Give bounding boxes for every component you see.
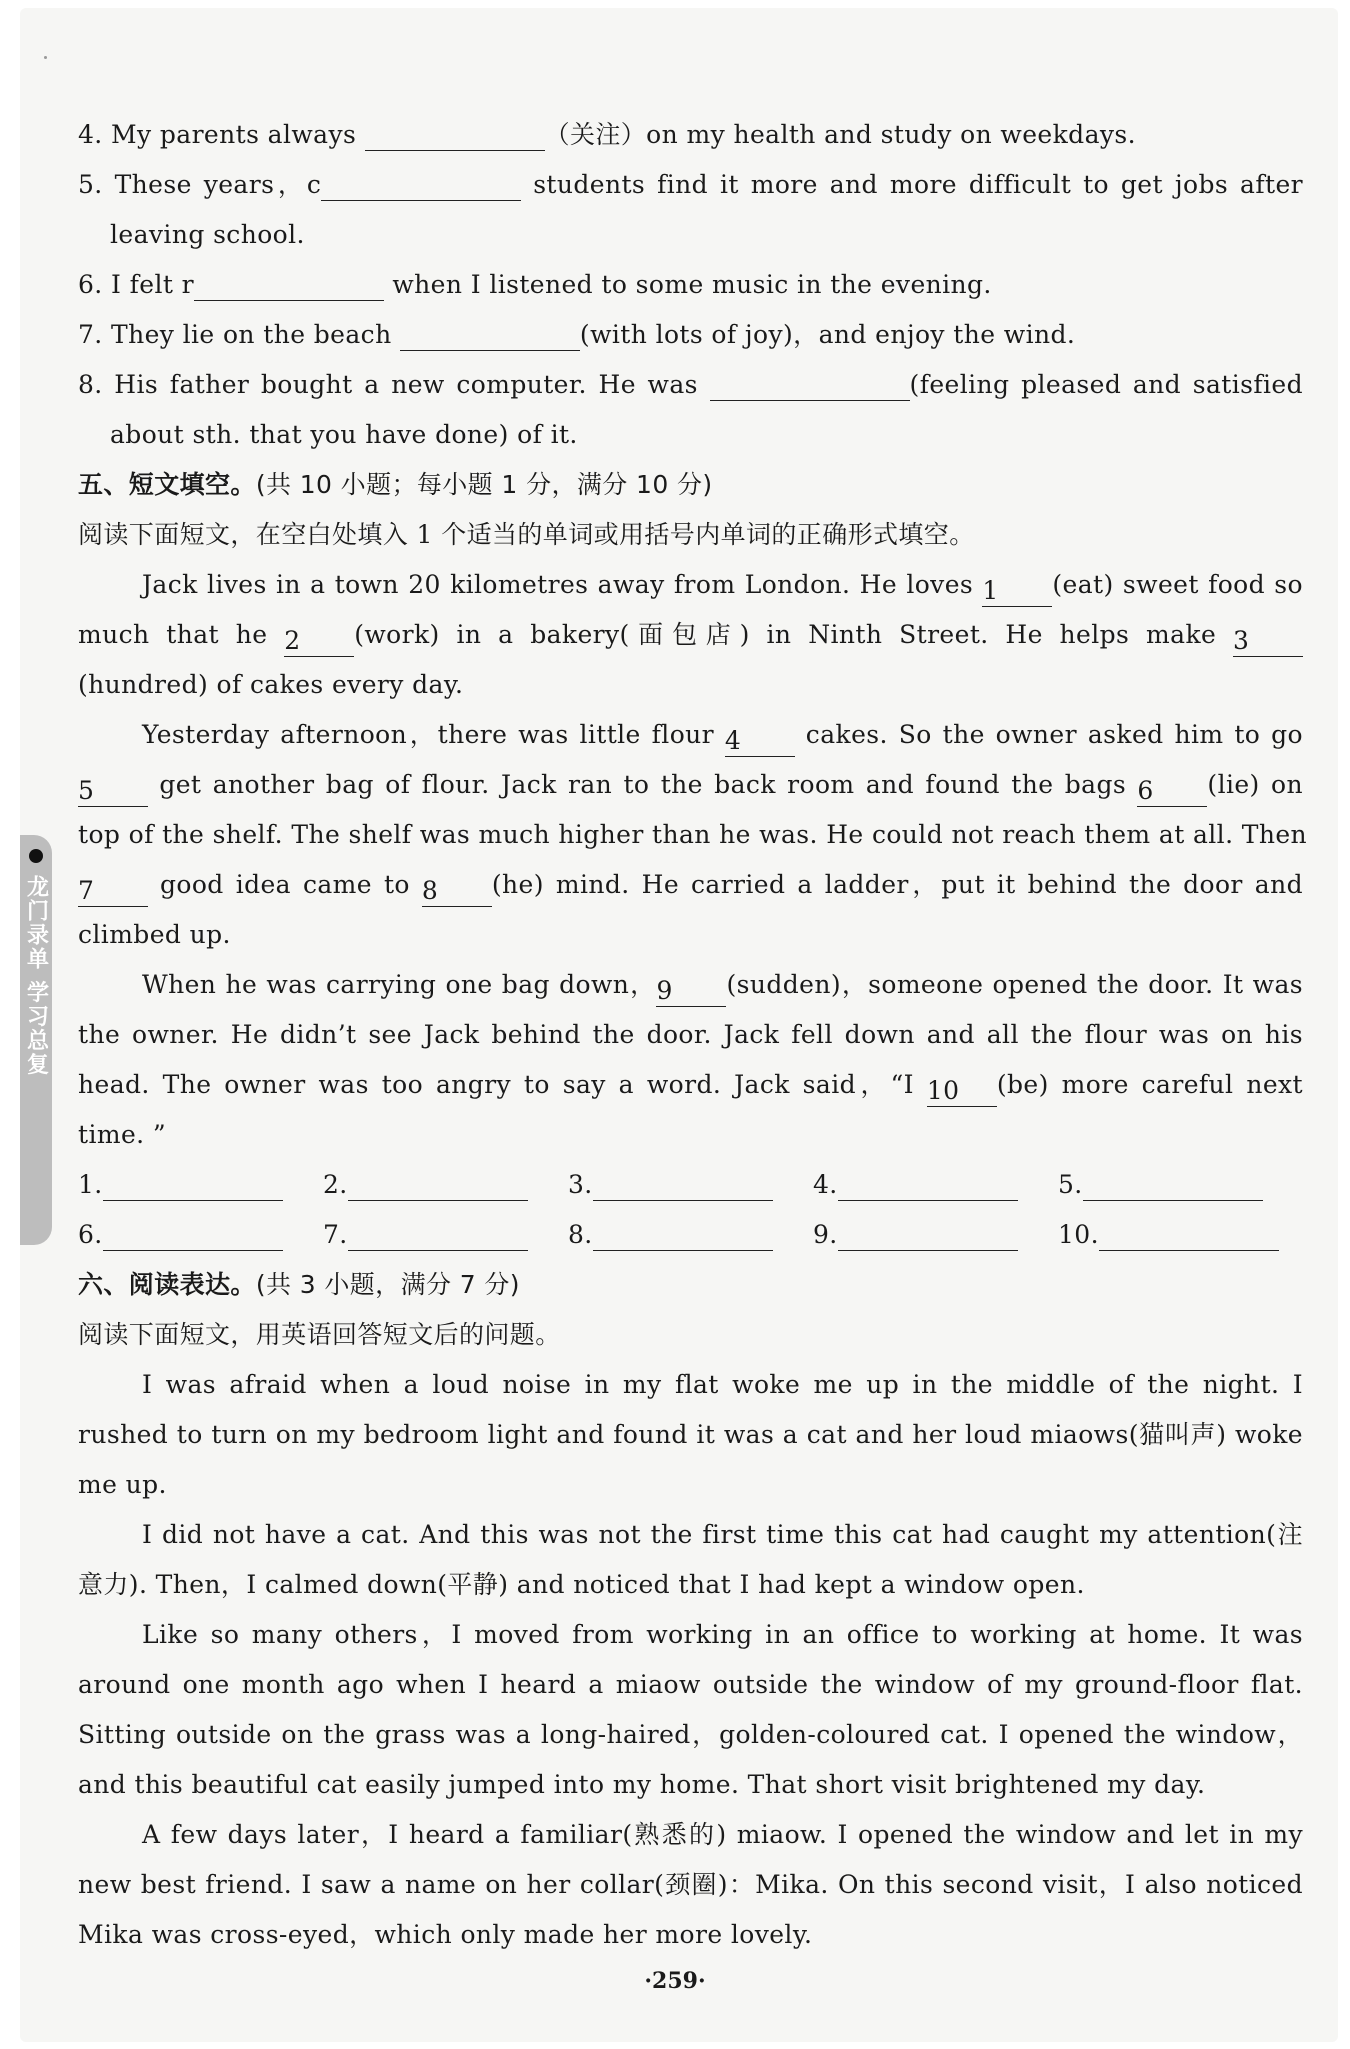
section-5-heading (78, 460, 1303, 510)
passage-text: (sudden)，someone opened the door. It was (726, 970, 1303, 999)
passage1-line-7 (78, 860, 1303, 910)
section-5-instruction: 阅读下面短文，在空白处填入 1 个适当的单词或用括号内单词的正确形式填空。 (78, 520, 975, 549)
passage1-line-12: time. ” (78, 1120, 167, 1149)
passage1-line-10: the owner. He didn’t see Jack behind the door. Jack fell down and all the flour was on his (78, 1020, 1303, 1049)
answer-line[interactable] (103, 1220, 283, 1251)
item-5-continuation: leaving school. (110, 220, 305, 249)
answer-cell (1058, 1210, 1303, 1260)
answer-cell (78, 1210, 323, 1260)
side-tab-text: 龙门录单 学习总复 (23, 875, 49, 1077)
item-8-text-start: 8. His father bought a new computer. He was (78, 370, 710, 399)
item-8-continuation: about sth. that you have done) of it. (110, 420, 578, 449)
passage-text: much that he (78, 620, 285, 649)
answer-label: 10. (1058, 1220, 1099, 1249)
answer-cell (323, 1160, 568, 1210)
answer-blank[interactable] (710, 370, 910, 401)
section-6-score: (共 3 小题，满分 7 分) (255, 1270, 520, 1299)
item-6 (78, 260, 1303, 310)
blank-9[interactable]: 9 (656, 976, 726, 1007)
answer-row-2 (78, 1210, 1303, 1260)
item-5 (78, 160, 1303, 210)
passage1-line-11 (78, 1060, 1303, 1110)
answer-cell (568, 1210, 813, 1260)
section-6-heading (78, 1260, 1303, 1310)
passage1-line-6: top of the shelf. The shelf was much higher than he was. He could not reach them at all. Then (78, 820, 1308, 849)
answer-blank[interactable] (365, 120, 545, 151)
answer-blank[interactable] (400, 320, 580, 351)
section-6-instruction: 阅读下面短文，用英语回答短文后的问题。 (78, 1320, 561, 1349)
section-5-score: (共 10 小题；每小题 1 分，满分 10 分) (255, 470, 713, 499)
passage-text: Yesterday afternoon，there was little flour (142, 720, 725, 749)
passage-text: head. The owner was too angry to say a word. Jack said，“I (78, 1070, 927, 1099)
item-7-text-start: 7. They lie on the beach (78, 320, 400, 349)
blank-4[interactable]: 4 (725, 726, 795, 757)
passage1-line-2 (78, 610, 1303, 660)
section-6-title: 六、阅读表达。 (78, 1270, 256, 1299)
blank-2[interactable]: 2 (284, 626, 354, 657)
passage-text: When he was carrying one bag down， (142, 970, 657, 999)
side-tab (20, 835, 52, 1245)
item-4 (78, 110, 1303, 160)
answer-row-1 (78, 1160, 1303, 1210)
page-number: ·259· (644, 1968, 706, 1994)
answer-label: 3. (568, 1170, 593, 1199)
blank-5[interactable]: 5 (78, 776, 148, 807)
item-8 (78, 360, 1303, 410)
answer-line[interactable] (1083, 1170, 1263, 1201)
passage-text: cakes. So the owner asked him to go (794, 720, 1304, 749)
answer-label: 4. (813, 1170, 838, 1199)
passage1-line-8: climbed up. (78, 920, 231, 949)
answer-label: 6. (78, 1220, 103, 1249)
answer-cell (78, 1160, 323, 1210)
section-5-title: 五、短文填空。 (78, 470, 256, 499)
answer-line[interactable] (1099, 1220, 1279, 1251)
answer-cell (1058, 1160, 1303, 1210)
answer-label: 5. (1058, 1170, 1083, 1199)
answer-blank[interactable] (321, 170, 521, 201)
passage1-line-1 (78, 560, 1303, 610)
passage1-line-9 (78, 960, 1303, 1010)
answer-line[interactable] (103, 1170, 283, 1201)
answer-cell (323, 1210, 568, 1260)
blank-8[interactable]: 8 (422, 876, 492, 907)
item-6-text-start: 6. I felt r (78, 270, 195, 299)
answer-line[interactable] (593, 1170, 773, 1201)
passage-text: get another bag of flour. Jack ran to the back room and found the bags (148, 770, 1138, 799)
passage-text: (work) in a bakery(面包店) in Ninth Street. He helps make (354, 620, 1233, 649)
item-7-text-end: (with lots of joy)，and enjoy the wind. (579, 320, 1076, 349)
answer-label: 1. (78, 1170, 103, 1199)
passage-text: (lie) on (1207, 770, 1304, 799)
passage1-line-4 (78, 710, 1303, 760)
passage1-line-3: (hundred) of cakes every day. (78, 670, 464, 699)
answer-line[interactable] (838, 1170, 1018, 1201)
answer-line[interactable] (348, 1170, 528, 1201)
passage-text: good idea came to (148, 870, 422, 899)
passage1-line-5 (78, 760, 1303, 810)
passage-text: (eat) sweet food so (1052, 570, 1303, 599)
answer-cell (813, 1210, 1058, 1260)
exercise-content (78, 110, 1308, 1960)
item-4-text-end: （关注）on my health and study on weekdays. (544, 120, 1136, 149)
answer-label: 8. (568, 1220, 593, 1249)
answer-line[interactable] (838, 1220, 1018, 1251)
passage-text: (he) mind. He carried a ladder，put it behind the door and (491, 870, 1303, 899)
answer-blank[interactable] (194, 270, 384, 301)
answer-label: 7. (323, 1220, 348, 1249)
blank-6[interactable]: 6 (1137, 776, 1207, 807)
passage-text: (be) more careful next (996, 1070, 1303, 1099)
item-7 (78, 310, 1303, 360)
blank-3[interactable]: 3 (1233, 626, 1303, 657)
item-5-text-end: students find it more and more difficult to get jobs after (521, 170, 1303, 199)
passage2-paragraph-2: I did not have a cat. And this was not the first time this cat had caught my attention(注意力). Then，I calmed down(平静) and noticed that I had kept a window open. (78, 1520, 1303, 1599)
side-tab-dot (29, 849, 43, 863)
item-5-text-start: 5. These years，c (78, 170, 322, 199)
answer-label: 9. (813, 1220, 838, 1249)
answer-line[interactable] (348, 1220, 528, 1251)
answer-line[interactable] (593, 1220, 773, 1251)
passage2-paragraph-3: Like so many others，I moved from working in an office to working at home. It was around one month ago when I heard a miaow outside the window of my ground-floor flat. Sitting outside on the grass was a long-haired，golden-coloured cat. I opened the window，and this beautiful cat easily jumped into my home. That short visit brightened my day. (78, 1620, 1303, 1799)
answer-cell (568, 1160, 813, 1210)
passage2-paragraph-4: A few days later，I heard a familiar(熟悉的) miaow. I opened the window and let in my new best friend. I saw a name on her collar(颈圈)：Mika. On this second visit，I also noticed Mika was cross-eyed，which only made her more lovely. (78, 1820, 1303, 1949)
corner-mark (44, 56, 47, 59)
item-4-text-start: 4. My parents always (78, 120, 365, 149)
passage2-paragraph-1: I was afraid when a loud noise in my flat woke me up in the middle of the night. I rushed to turn on my bedroom light and found it was a cat and her loud miaows(猫叫声) woke me up. (78, 1370, 1303, 1499)
item-8-text-end: (feeling pleased and satisfied (909, 370, 1303, 399)
blank-10[interactable]: 10 (927, 1076, 997, 1107)
passage-text: Jack lives in a town 20 kilometres away from London. He loves (142, 570, 983, 599)
item-6-text-end: when I listened to some music in the evening. (384, 270, 992, 299)
blank-1[interactable]: 1 (982, 576, 1052, 607)
blank-7[interactable]: 7 (78, 876, 148, 907)
answer-cell (813, 1160, 1058, 1210)
answer-label: 2. (323, 1170, 348, 1199)
